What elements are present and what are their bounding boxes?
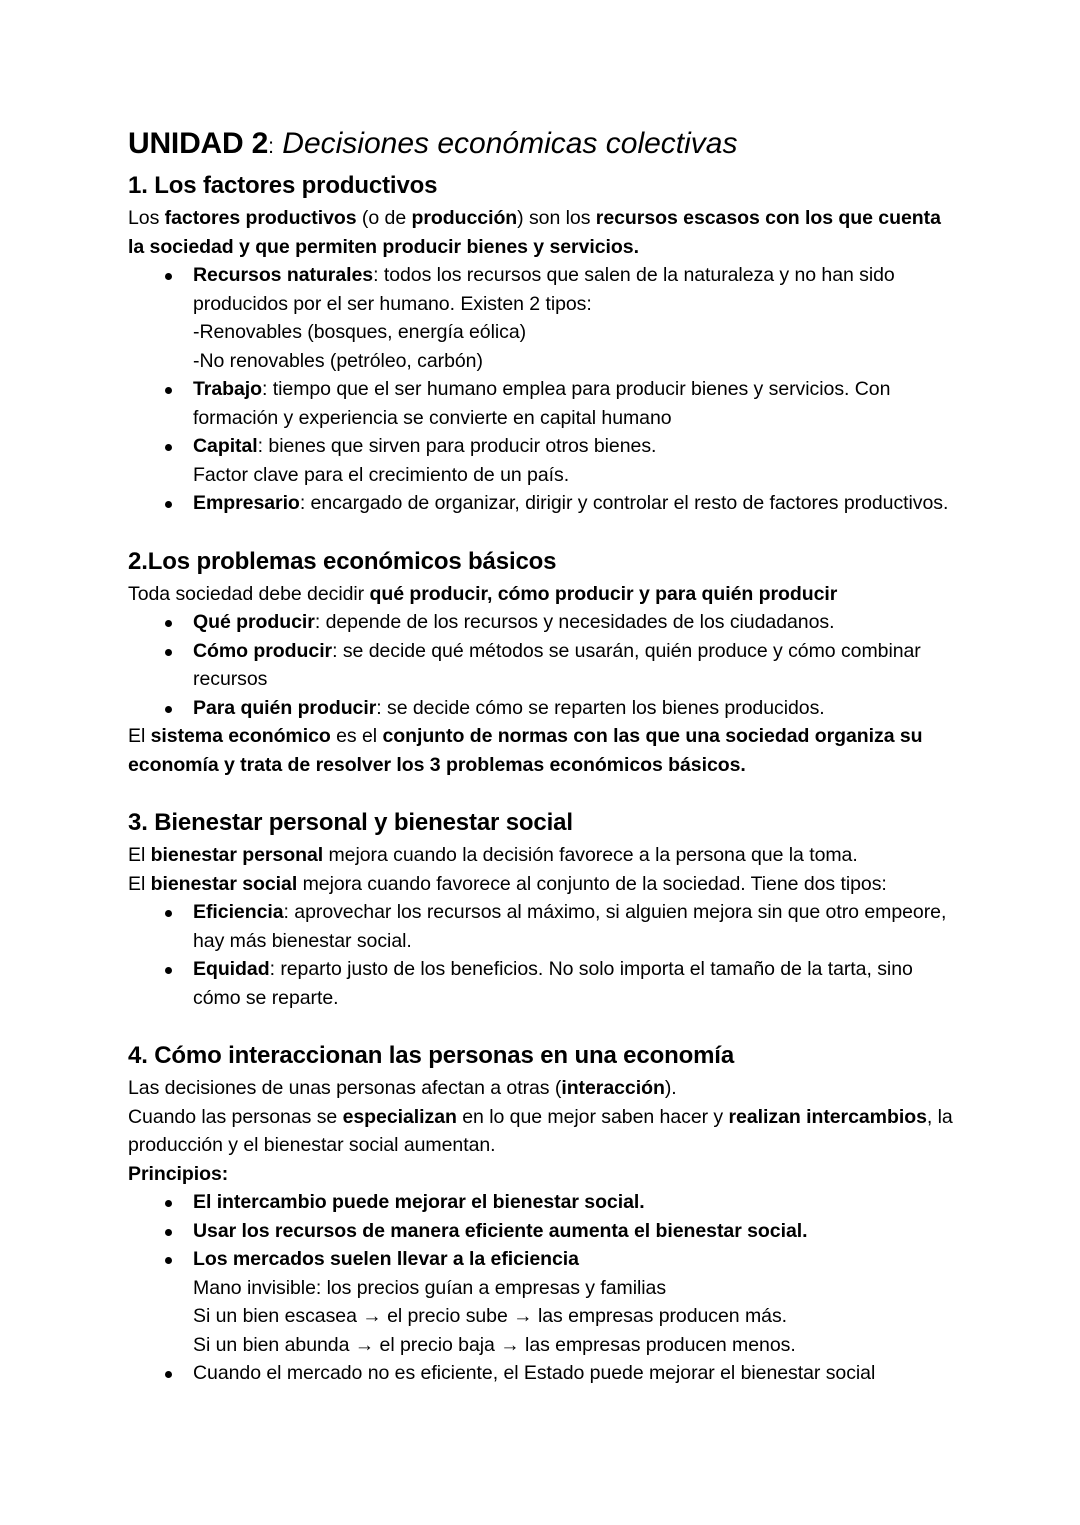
text-run-bold: Qué producir — [193, 611, 315, 633]
text-run: Los — [128, 207, 165, 229]
list-item — [128, 608, 960, 637]
list-item-subline: Si un bien escasea → el precio sube → las empresas producen más. — [193, 1305, 788, 1327]
list-item — [128, 432, 960, 489]
text-run: : aprovechar los recursos al máximo, si alguien mejora sin que otro empeore, hay más bienestar social. — [193, 901, 947, 952]
text-run: ) son los — [517, 207, 596, 229]
text-run: : se decide cómo se reparten los bienes producidos. — [376, 696, 825, 719]
text-run: : tiempo que el ser humano emplea para producir bienes y servicios. Con formación y experiencia se convierte en capital humano — [193, 378, 891, 429]
page-title-main: UNIDAD 2 — [128, 127, 269, 160]
document-section — [128, 546, 960, 780]
list-item — [128, 898, 960, 955]
text-run-bold: Trabajo — [193, 378, 263, 400]
text-run: : bienes que sirven para producir otros bienes. — [257, 435, 657, 457]
document-section — [128, 807, 960, 1012]
text-run-bold: conjunto de normas con las que una sociedad organiza su economía y trata de resolver los 3 problemas económicos básicos. — [128, 725, 923, 776]
list-item — [128, 694, 960, 723]
text-run: mejora cuando la decisión favorece a la persona que la toma. — [323, 844, 858, 866]
text-run-bold: Recursos naturales — [193, 264, 374, 286]
section-heading: 1. Los factores productivos — [128, 172, 438, 199]
text-run-bold: El intercambio puede mejorar el bienestar social. — [193, 1191, 645, 1213]
text-run-bold: factores productivos — [164, 207, 357, 229]
text-run-bold: Eficiencia — [193, 901, 284, 923]
list-item — [128, 1188, 960, 1217]
text-run-bold: interacción — [561, 1077, 665, 1099]
section-intro-paragraph — [128, 841, 960, 898]
text-run-bold: bienestar social — [150, 872, 298, 895]
text-run: en lo que mejor saben hacer y — [456, 1105, 729, 1128]
text-run-bold: qué producir, cómo producir y para quién producir — [369, 582, 838, 605]
list-item — [128, 489, 960, 518]
list-item — [128, 375, 960, 432]
text-run: : encargado de organizar, dirigir y controlar el resto de factores productivos. — [299, 492, 949, 514]
text-run-bold: sistema económico — [150, 725, 331, 747]
list-item-subline: Factor clave para el crecimiento de un país. — [193, 463, 570, 486]
text-run-bold: Principios: — [128, 1162, 229, 1185]
bullet-list — [128, 898, 960, 1012]
document-section — [128, 1040, 960, 1388]
section-heading: 3. Bienestar personal y bienestar social — [128, 809, 573, 836]
list-item-subline: Si un bien abunda → el precio baja → las empresas producen menos. — [193, 1333, 796, 1356]
page-title-subtitle: Decisiones económicas colectivas — [273, 127, 738, 160]
section-intro-paragraph — [128, 580, 960, 609]
text-run: Cuando el mercado no es eficiente, el Estado puede mejorar el bienestar social — [193, 1362, 876, 1384]
text-run: El — [128, 844, 151, 866]
page-title — [128, 125, 960, 166]
text-run: mejora cuando favorece al conjunto de la sociedad. Tiene dos tipos: — [297, 872, 887, 895]
text-run-bold: Para quién producir — [193, 696, 377, 719]
text-run-bold: Cómo producir — [193, 639, 333, 662]
text-run: (o de — [356, 207, 412, 229]
text-run: : reparto justo de los beneficios. No solo importa el tamaño de la tarta, sino cómo se reparte. — [193, 958, 913, 1009]
list-item — [128, 1359, 960, 1388]
bullet-list — [128, 608, 960, 722]
page-title-colon: : — [268, 135, 274, 158]
text-run-bold: Usar los recursos de manera eficiente aumenta el bienestar social. — [193, 1219, 808, 1242]
section-outro-paragraph — [128, 722, 960, 779]
text-run-bold: Empresario — [193, 492, 300, 514]
text-run: Cuando las personas se — [128, 1105, 343, 1128]
list-item-subline: -Renovables (bosques, energía eólica) — [193, 321, 527, 343]
text-run: Toda sociedad debe decidir — [128, 582, 370, 605]
text-run: Las decisiones de unas personas afectan a otras ( — [128, 1077, 562, 1099]
list-item-subline: -No renovables (petróleo, carbón) — [193, 349, 483, 372]
section-heading: 4. Cómo interaccionan las personas en una economía — [128, 1042, 735, 1069]
text-run: : todos los recursos que salen de la naturaleza y no han sido producidos por el ser humano. Existen 2 tipos: — [193, 264, 895, 315]
text-run: es el — [330, 725, 383, 747]
text-run: ). — [664, 1077, 677, 1099]
text-run: El — [128, 872, 151, 895]
text-run-bold: Capital — [193, 435, 258, 457]
document-section — [128, 170, 960, 518]
section-intro-paragraph — [128, 1074, 960, 1188]
list-item — [128, 1245, 960, 1359]
text-run-bold: bienestar personal — [150, 844, 324, 866]
section-heading: 2.Los problemas económicos básicos — [128, 547, 557, 575]
list-item — [128, 955, 960, 1012]
text-run-bold: Equidad — [193, 958, 270, 980]
text-run-bold: especializan — [342, 1105, 457, 1128]
text-run-bold: Los mercados suelen llevar a la eficiencia — [193, 1248, 579, 1270]
text-run-bold: recursos escasos con los que cuenta la sociedad y que permiten producir bienes y servicios. — [128, 207, 941, 258]
text-run-bold: producción — [411, 207, 518, 229]
list-item — [128, 637, 960, 694]
list-item-subline: Mano invisible: los precios guían a empresas y familias — [193, 1276, 667, 1299]
text-run-bold: realizan intercambios — [728, 1105, 927, 1128]
text-run: : se decide qué métodos se usarán, quién produce y cómo combinar recursos — [193, 639, 921, 690]
text-run: El — [128, 725, 151, 747]
section-intro-paragraph — [128, 204, 960, 261]
text-run: , la producción y el bienestar social aumentan. — [128, 1105, 953, 1156]
text-run: : depende de los recursos y necesidades de los ciudadanos. — [314, 611, 835, 633]
bullet-list — [128, 1188, 960, 1388]
bullet-list — [128, 261, 960, 518]
list-item — [128, 261, 960, 375]
list-item — [128, 1217, 960, 1246]
document-body — [128, 170, 960, 1388]
